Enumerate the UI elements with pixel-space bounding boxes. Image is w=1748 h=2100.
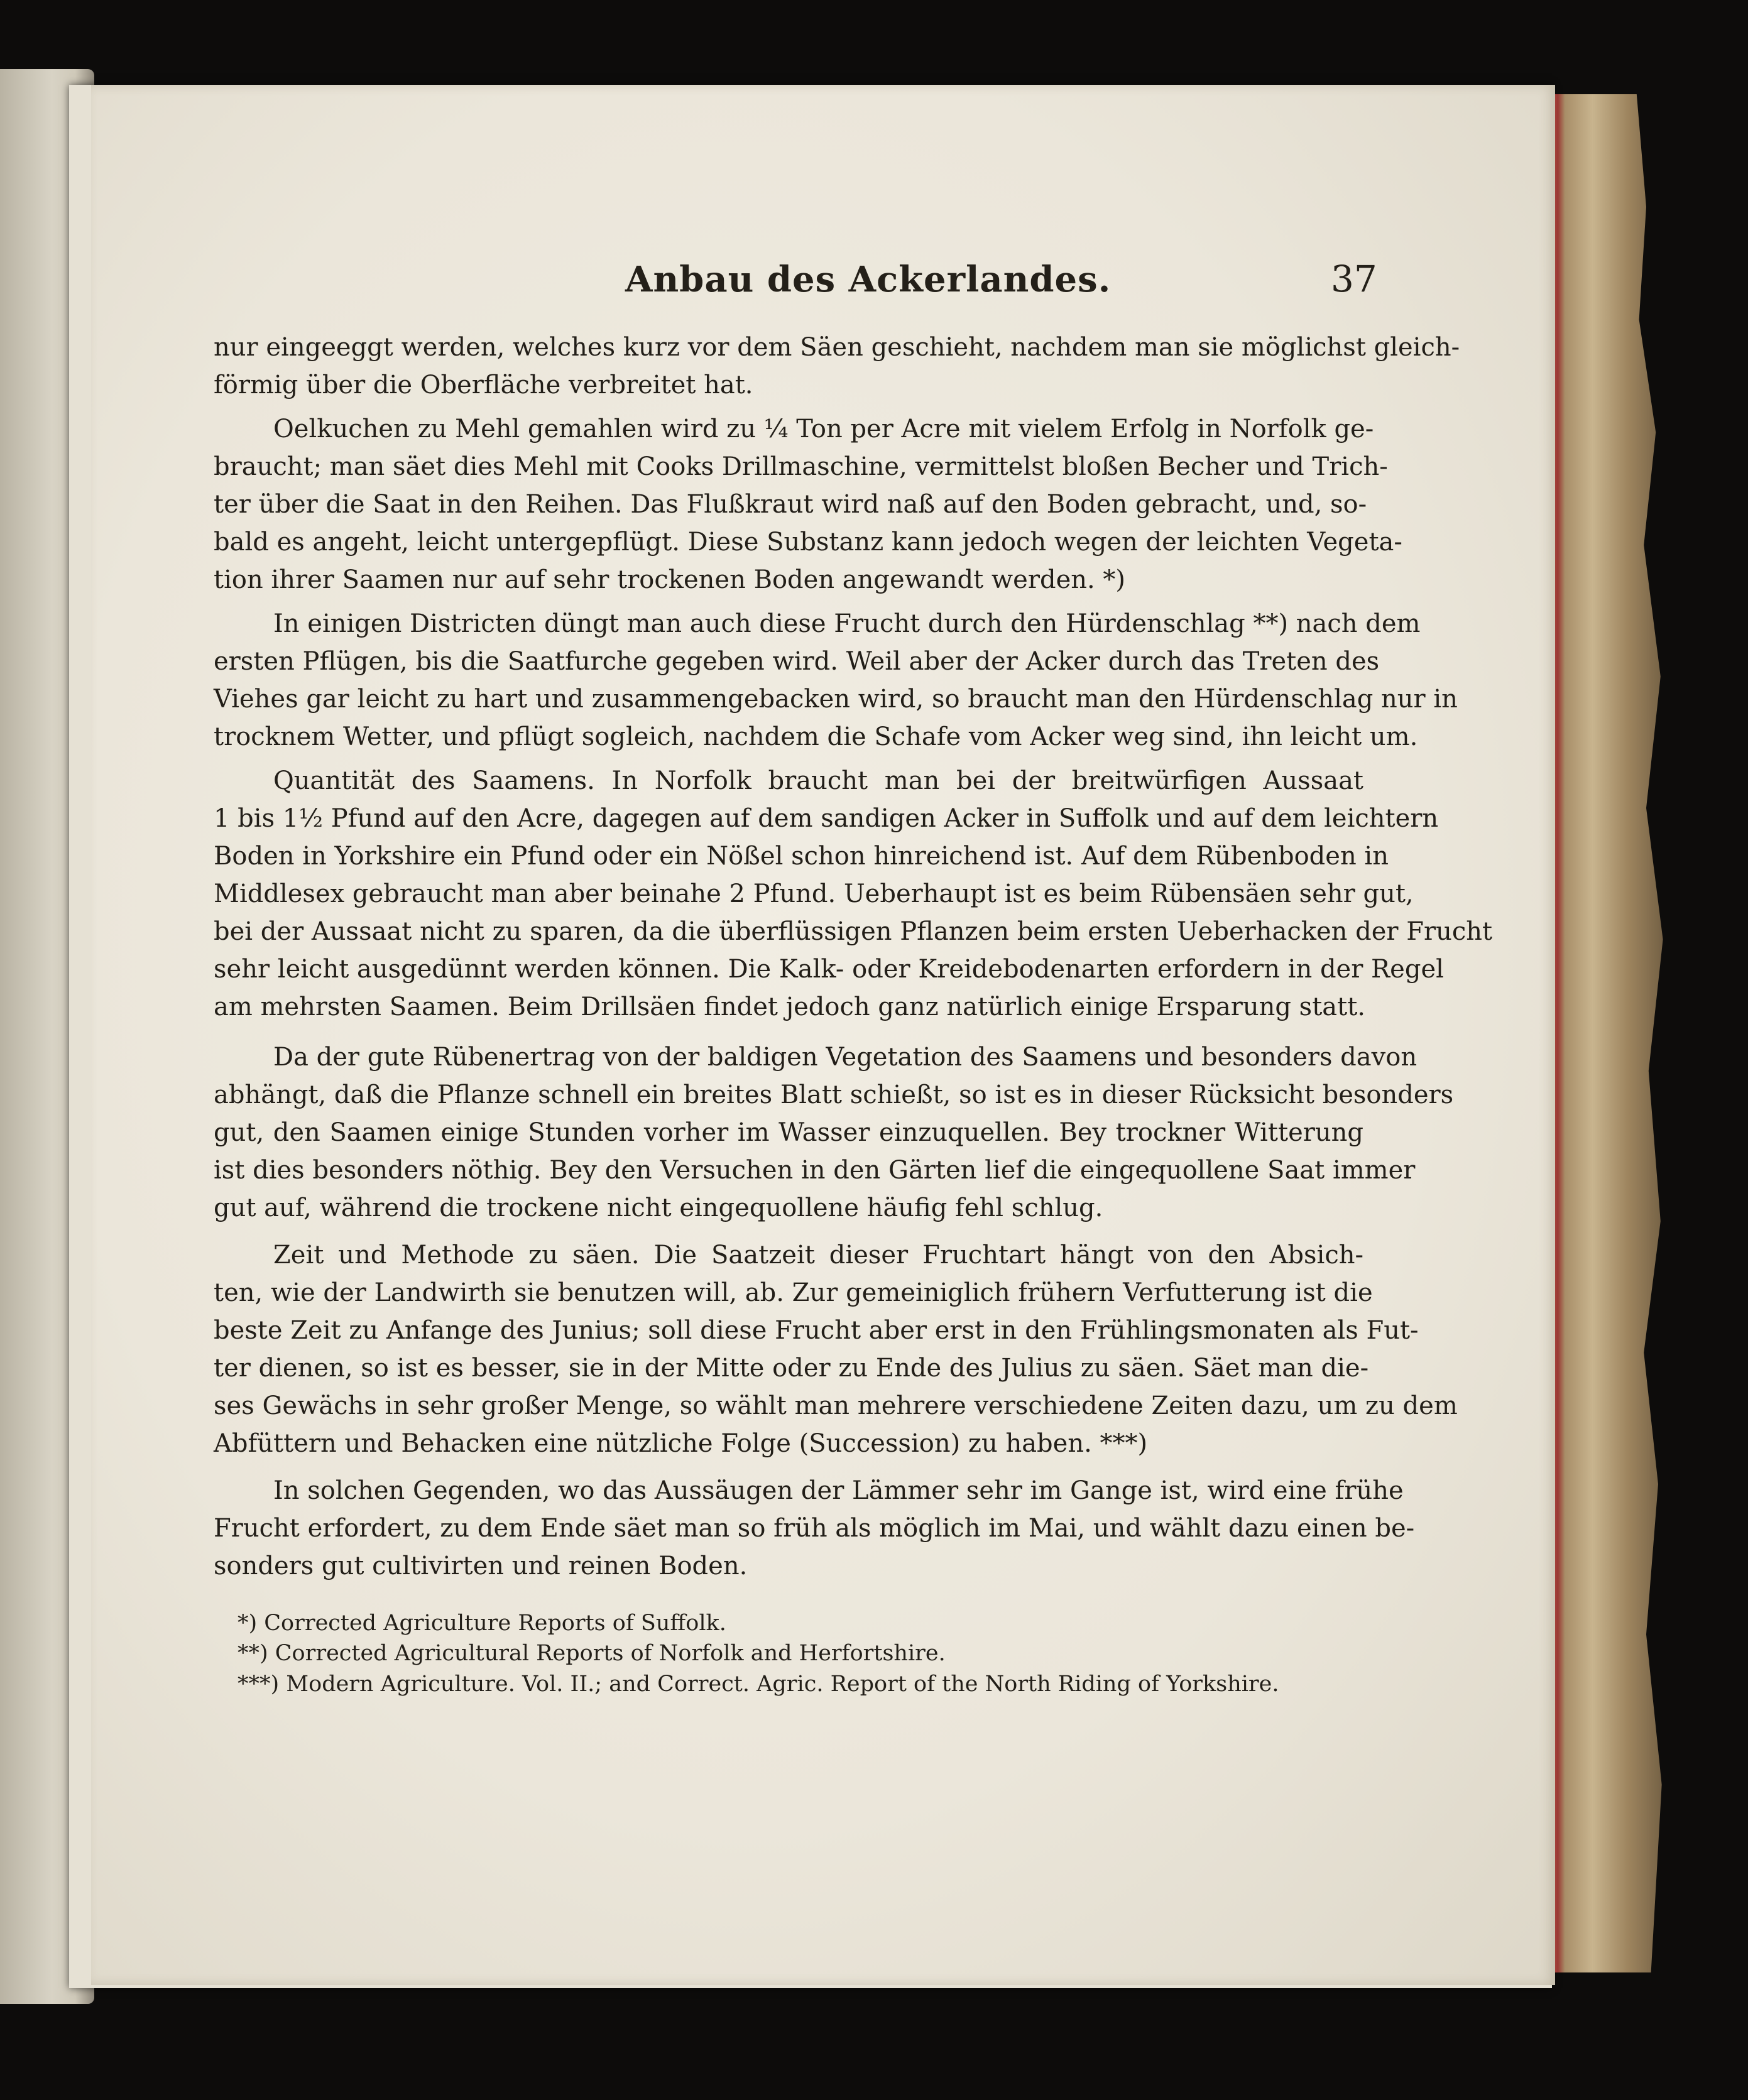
text-line: ersten Pflügen, bis die Saatfurche gegeben wird. Weil aber der Acker durch das Treten des	[214, 647, 1380, 676]
text-line: ist dies besonders nöthig. Bey den Versuchen in den Gärten lief die eingequollene Saat immer	[214, 1156, 1416, 1185]
page-number: 37	[1331, 258, 1377, 300]
text-line: beste Zeit zu Anfange des Junius; soll diese Frucht aber erst in den Frühlingsmonaten als Fut-	[214, 1316, 1419, 1345]
footnote: *) Corrected Agriculture Reports of Suffolk.	[238, 1611, 726, 1636]
text-line: gut, den Saamen einige Stunden vorher im Wasser einzuquellen. Bey trockner Witterung	[214, 1118, 1363, 1147]
text-line: Middlesex gebraucht man aber beinahe 2 Pfund. Ueberhaupt ist es beim Rübensäen sehr gut,	[214, 879, 1414, 908]
text-line: ses Gewächs in sehr großer Menge, so wählt man mehrere verschiedene Zeiten dazu, um zu dem	[214, 1391, 1458, 1420]
text-line: In solchen Gegenden, wo das Aussäugen der Lämmer sehr im Gange ist, wird eine frühe	[273, 1476, 1404, 1505]
text-line: förmig über die Oberfläche verbreitet hat.	[214, 371, 753, 400]
text-line: Frucht erfordert, zu dem Ende säet man so früh als möglich im Mai, und wählt dazu einen be-	[214, 1514, 1415, 1543]
text-line: Quantität des Saamens. In Norfolk braucht man bei der breitwürfigen Aussaat	[273, 766, 1363, 795]
text-line: Boden in Yorkshire ein Pfund oder ein Nößel schon hinreichend ist. Auf dem Rübenboden in	[214, 842, 1389, 871]
book-cover-edge	[1551, 94, 1670, 1972]
text-line: ten, wie der Landwirth sie benutzen will, ab. Zur gemeiniglich frühern Verfutterung ist die	[214, 1278, 1373, 1307]
text-line: bei der Aussaat nicht zu sparen, da die überflüssigen Pflanzen beim ersten Ueberhacken der Frucht	[214, 917, 1493, 946]
text-line: abhängt, daß die Pflanze schnell ein breites Blatt schießt, so ist es in dieser Rücksicht besonders	[214, 1080, 1454, 1109]
text-line: 1 bis 1½ Pfund auf den Acre, dagegen auf dem sandigen Acker in Suffolk und auf dem leichtern	[214, 804, 1439, 833]
text-line: Zeit und Methode zu säen. Die Saatzeit dieser Fruchtart hängt von den Absich-	[273, 1241, 1363, 1270]
text-line: am mehrsten Saamen. Beim Drillsäen findet jedoch ganz natürlich einige Ersparung statt.	[214, 993, 1365, 1021]
text-line: nur eingeeggt werden, welches kurz vor dem Säen geschieht, nachdem man sie möglichst gleich-	[214, 333, 1460, 362]
running-head: Anbau des Ackerlandes.	[625, 259, 1112, 300]
text-line: Oelkuchen zu Mehl gemahlen wird zu ¼ Ton per Acre mit vielem Erfolg in Norfolk ge-	[273, 415, 1374, 443]
text-line: Abfüttern und Behacken eine nützliche Folge (Succession) zu haben. ***)	[214, 1429, 1148, 1458]
text-line: bald es angeht, leicht untergepflügt. Diese Substanz kann jedoch wegen der leichten Vegeta-	[214, 528, 1402, 557]
text-line: Da der gute Rübenertrag von der baldigen Vegetation des Saamens und besonders davon	[273, 1043, 1418, 1072]
text-line: sonders gut cultivirten und reinen Boden.	[214, 1552, 748, 1580]
text-line: tion ihrer Saamen nur auf sehr trockenen Boden angewandt werden. *)	[214, 565, 1126, 594]
footnote: **) Corrected Agricultural Reports of Norfolk and Herfortshire.	[238, 1641, 946, 1666]
text-line: gut auf, während die trockene nicht eingequollene häufig fehl schlug.	[214, 1194, 1103, 1222]
text-line: ter über die Saat in den Reihen. Das Flußkraut wird naß auf den Boden gebracht, und, so-	[214, 490, 1367, 519]
text-line: ter dienen, so ist es besser, sie in der Mitte oder zu Ende des Julius zu säen. Säet man die-	[214, 1354, 1369, 1383]
footnote: ***) Modern Agriculture. Vol. II.; and Correct. Agric. Report of the North Riding of Yorkshire.	[238, 1672, 1279, 1697]
text-line: sehr leicht ausgedünnt werden können. Die Kalk- oder Kreidebodenarten erfordern in der Regel	[214, 955, 1444, 984]
text-line: braucht; man säet dies Mehl mit Cooks Drillmaschine, vermittelst bloßen Becher und Trich-	[214, 452, 1388, 481]
text-line: In einigen Districten düngt man auch diese Frucht durch den Hürdenschlag **) nach dem	[273, 609, 1421, 638]
text-line: Viehes gar leicht zu hart und zusammengebacken wird, so braucht man den Hürdenschlag nur in	[214, 685, 1458, 714]
text-line: trocknem Wetter, und pflügt sogleich, nachdem die Schafe vom Acker weg sind, ihn leicht um.	[214, 722, 1418, 751]
